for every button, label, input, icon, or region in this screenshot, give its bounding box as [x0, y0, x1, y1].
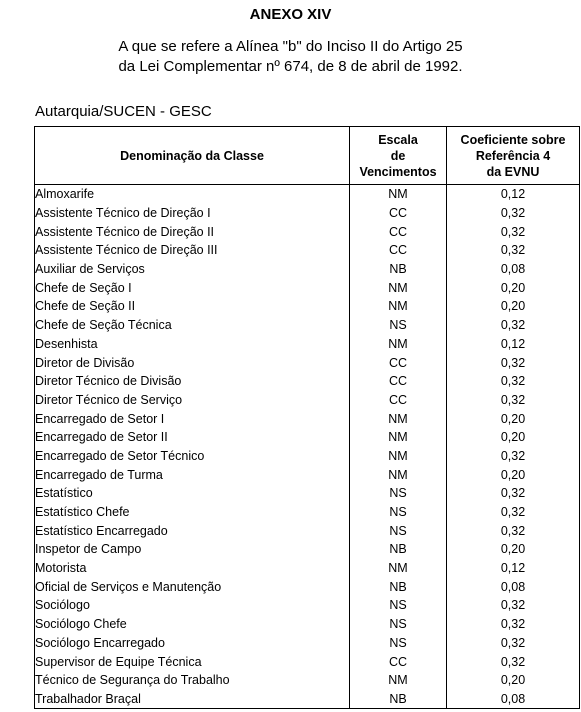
- column-header-coeficiente-line-1: Coeficiente sobre: [460, 132, 566, 147]
- cell-coeficiente: 0,32: [447, 372, 580, 391]
- column-header-escala-line-3: Vencimentos: [359, 164, 437, 179]
- column-header-escala: [350, 127, 447, 185]
- table-row: [35, 615, 580, 634]
- table-header-row: [35, 127, 580, 185]
- cell-classe: Estatístico Encarregado: [35, 521, 350, 540]
- cell-classe: Almoxarife: [35, 185, 350, 204]
- cell-classe: Inspetor de Campo: [35, 540, 350, 559]
- table-row: [35, 577, 580, 596]
- cell-classe: Encarregado de Setor II: [35, 428, 350, 447]
- column-header-escala-line-1: Escala: [378, 132, 418, 147]
- table-row: [35, 316, 580, 335]
- cell-classe: Sociólogo Chefe: [35, 615, 350, 634]
- cell-classe: Chefe de Seção II: [35, 297, 350, 316]
- cell-coeficiente: 0,20: [447, 428, 580, 447]
- column-header-coeficiente-line-2: Referência 4: [475, 148, 551, 163]
- cell-escala: CC: [350, 372, 447, 391]
- cell-classe: Trabalhador Braçal: [35, 690, 350, 709]
- column-header-classe: [35, 127, 350, 185]
- cell-escala: NM: [350, 428, 447, 447]
- cell-classe: Diretor Técnico de Divisão: [35, 372, 350, 391]
- cell-classe: Encarregado de Turma: [35, 465, 350, 484]
- cell-escala: CC: [350, 353, 447, 372]
- cell-escala: CC: [350, 391, 447, 410]
- cell-escala: NM: [350, 185, 447, 204]
- cell-coeficiente: 0,32: [447, 484, 580, 503]
- cell-classe: Chefe de Seção Técnica: [35, 316, 350, 335]
- column-header-coeficiente: [447, 127, 580, 185]
- cell-coeficiente: 0,20: [447, 278, 580, 297]
- table-row: [35, 652, 580, 671]
- cell-coeficiente: 0,20: [447, 540, 580, 559]
- cell-classe: Diretor Técnico de Serviço: [35, 391, 350, 410]
- cell-coeficiente: 0,32: [447, 391, 580, 410]
- cell-escala: CC: [350, 204, 447, 223]
- table-row: [35, 503, 580, 522]
- column-header-escala-line-2: de: [390, 148, 406, 163]
- table-row: [35, 465, 580, 484]
- cell-classe: Motorista: [35, 559, 350, 578]
- column-header-classe-label: Denominação da Classe: [120, 148, 264, 163]
- cell-coeficiente: 0,20: [447, 671, 580, 690]
- cell-escala: NM: [350, 671, 447, 690]
- cell-escala: NB: [350, 540, 447, 559]
- cell-classe: Chefe de Seção I: [35, 278, 350, 297]
- table-row: [35, 278, 580, 297]
- cell-escala: NB: [350, 577, 447, 596]
- table-row: [35, 484, 580, 503]
- cell-classe: Oficial de Serviços e Manutenção: [35, 577, 350, 596]
- table-row: [35, 335, 580, 354]
- cell-coeficiente: 0,20: [447, 409, 580, 428]
- cell-coeficiente: 0,32: [447, 204, 580, 223]
- table-row: [35, 559, 580, 578]
- cell-escala: NS: [350, 484, 447, 503]
- cell-coeficiente: 0,20: [447, 465, 580, 484]
- cell-escala: CC: [350, 222, 447, 241]
- cell-classe: Assistente Técnico de Direção III: [35, 241, 350, 260]
- cell-coeficiente: 0,32: [447, 222, 580, 241]
- cell-classe: Sociólogo Encarregado: [35, 634, 350, 653]
- cell-escala: NM: [350, 335, 447, 354]
- table-row: [35, 521, 580, 540]
- table-body: [35, 185, 580, 709]
- table-row: [35, 409, 580, 428]
- cell-escala: NM: [350, 297, 447, 316]
- document-subtitle-line-2: da Lei Complementar nº 674, de 8 de abril de 1992.: [118, 58, 463, 75]
- table-row: [35, 185, 580, 204]
- table-row: [35, 540, 580, 559]
- table-row: [35, 634, 580, 653]
- cell-classe: Assistente Técnico de Direção I: [35, 204, 350, 223]
- cell-coeficiente: 0,12: [447, 559, 580, 578]
- table-row: [35, 428, 580, 447]
- cell-classe: Assistente Técnico de Direção II: [35, 222, 350, 241]
- document-title: ANEXO XIV: [249, 6, 332, 23]
- table-row: [35, 297, 580, 316]
- cell-escala: NM: [350, 447, 447, 466]
- cell-classe: Diretor de Divisão: [35, 353, 350, 372]
- cell-escala: NB: [350, 690, 447, 709]
- cell-classe: Supervisor de Equipe Técnica: [35, 652, 350, 671]
- table-row: [35, 671, 580, 690]
- table-row: [35, 241, 580, 260]
- cell-classe: Encarregado de Setor Técnico: [35, 447, 350, 466]
- cell-escala: NM: [350, 465, 447, 484]
- agency-label: Autarquia/SUCEN - GESC: [35, 103, 212, 120]
- cell-escala: CC: [350, 652, 447, 671]
- cell-escala: NM: [350, 278, 447, 297]
- cell-coeficiente: 0,32: [447, 503, 580, 522]
- table-row: [35, 353, 580, 372]
- class-table: [34, 126, 580, 709]
- cell-escala: NS: [350, 634, 447, 653]
- cell-escala: NB: [350, 260, 447, 279]
- table-row: [35, 690, 580, 709]
- cell-coeficiente: 0,08: [447, 260, 580, 279]
- table-row: [35, 447, 580, 466]
- cell-classe: Estatístico Chefe: [35, 503, 350, 522]
- cell-coeficiente: 0,32: [447, 634, 580, 653]
- cell-coeficiente: 0,32: [447, 615, 580, 634]
- cell-escala: NS: [350, 521, 447, 540]
- cell-escala: CC: [350, 241, 447, 260]
- cell-classe: Auxiliar de Serviços: [35, 260, 350, 279]
- cell-escala: NS: [350, 503, 447, 522]
- cell-escala: NM: [350, 409, 447, 428]
- cell-coeficiente: 0,32: [447, 316, 580, 335]
- cell-escala: NM: [350, 559, 447, 578]
- table-row: [35, 596, 580, 615]
- cell-coeficiente: 0,32: [447, 353, 580, 372]
- cell-coeficiente: 0,32: [447, 521, 580, 540]
- cell-coeficiente: 0,12: [447, 335, 580, 354]
- cell-escala: NS: [350, 615, 447, 634]
- cell-escala: NS: [350, 316, 447, 335]
- table-row: [35, 204, 580, 223]
- table-row: [35, 260, 580, 279]
- column-header-coeficiente-line-3: da EVNU: [486, 164, 540, 179]
- cell-classe: Estatístico: [35, 484, 350, 503]
- cell-coeficiente: 0,20: [447, 297, 580, 316]
- cell-escala: NS: [350, 596, 447, 615]
- cell-coeficiente: 0,12: [447, 185, 580, 204]
- cell-coeficiente: 0,32: [447, 652, 580, 671]
- cell-classe: Sociólogo: [35, 596, 350, 615]
- cell-coeficiente: 0,08: [447, 690, 580, 709]
- table-row: [35, 372, 580, 391]
- cell-classe: Técnico de Segurança do Trabalho: [35, 671, 350, 690]
- cell-classe: Encarregado de Setor I: [35, 409, 350, 428]
- cell-coeficiente: 0,08: [447, 577, 580, 596]
- cell-coeficiente: 0,32: [447, 241, 580, 260]
- cell-classe: Desenhista: [35, 335, 350, 354]
- table-row: [35, 391, 580, 410]
- document-subtitle-line-1: A que se refere a Alínea "b" do Inciso II do Artigo 25: [118, 38, 463, 55]
- cell-coeficiente: 0,32: [447, 447, 580, 466]
- table-row: [35, 222, 580, 241]
- cell-coeficiente: 0,32: [447, 596, 580, 615]
